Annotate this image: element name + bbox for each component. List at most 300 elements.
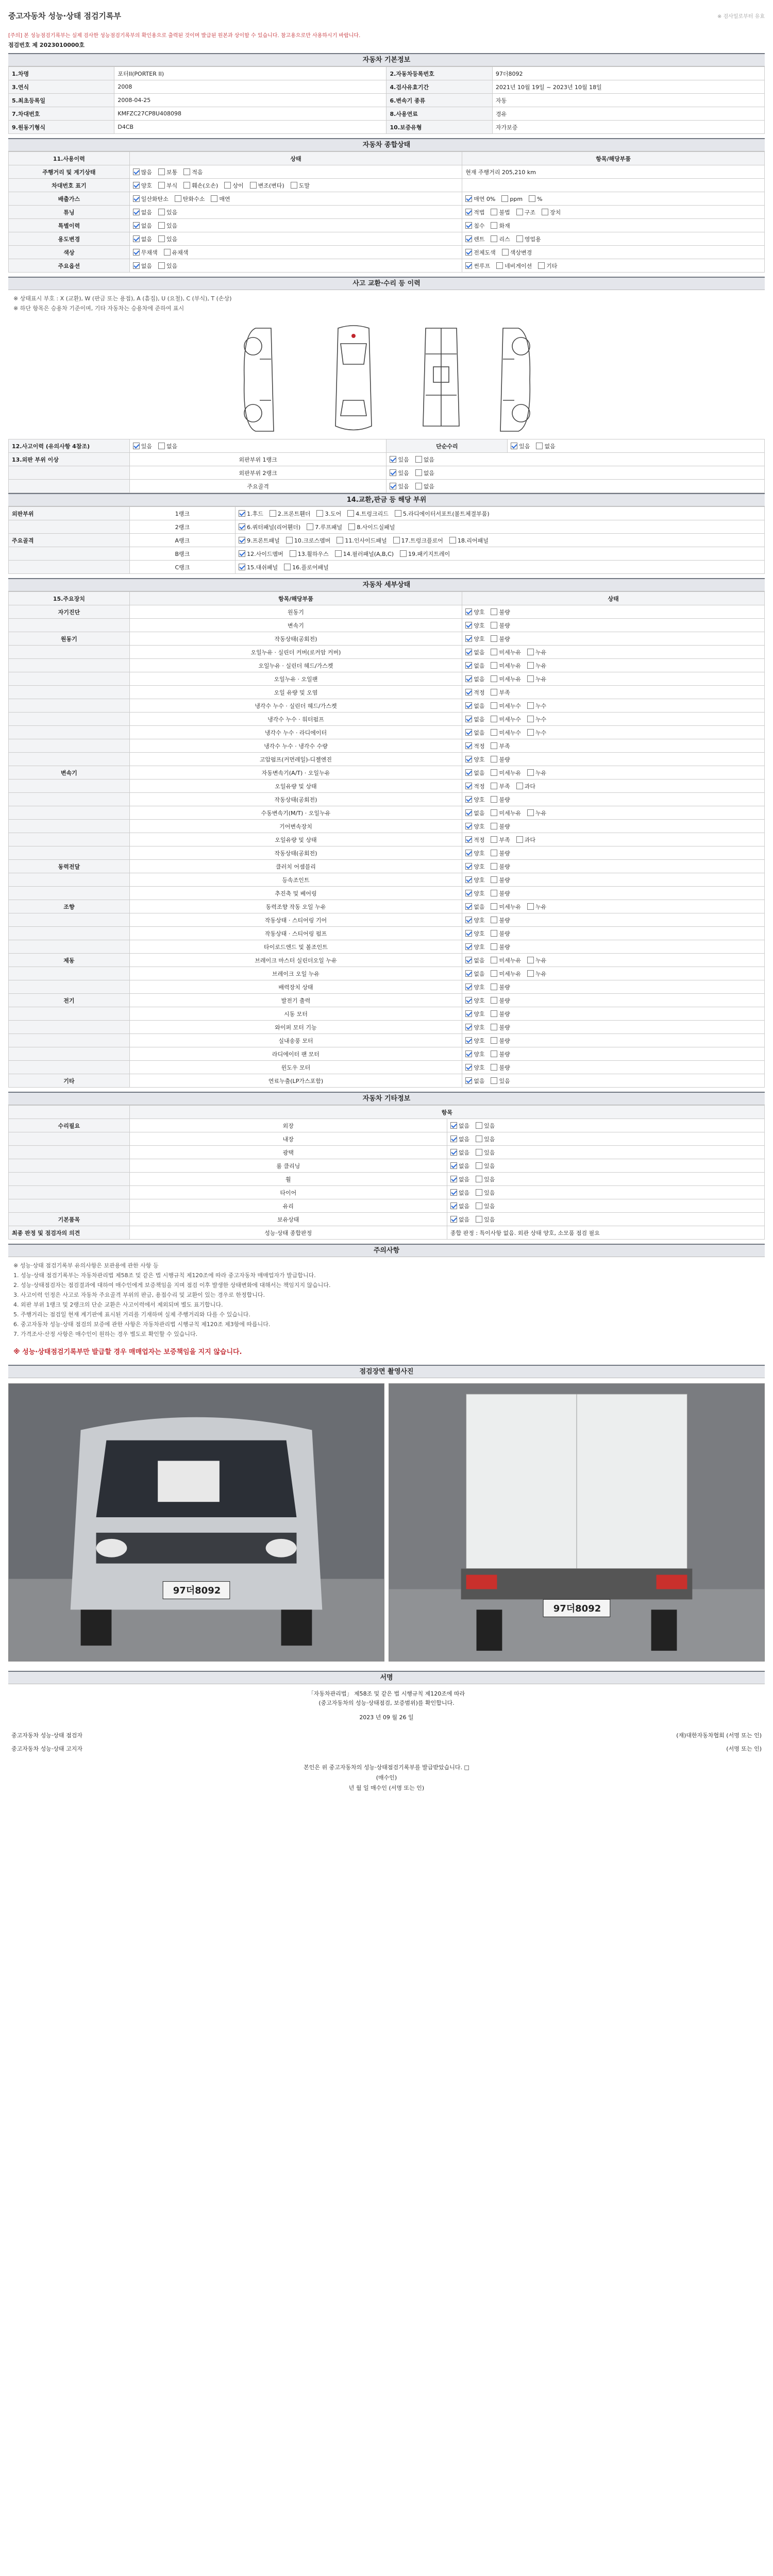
checkbox-icon[interactable]	[491, 635, 497, 642]
detail-option[interactable]	[527, 662, 546, 670]
detail-option[interactable]	[496, 262, 532, 270]
checkbox-icon[interactable]	[465, 809, 472, 816]
checkbox-icon[interactable]	[491, 235, 497, 242]
checkbox-icon[interactable]	[527, 702, 534, 709]
status-option[interactable]	[133, 222, 152, 230]
status-option[interactable]	[133, 168, 152, 176]
checkbox-icon[interactable]	[465, 876, 472, 883]
checkbox-icon[interactable]	[465, 957, 472, 963]
checkbox-icon[interactable]	[465, 836, 472, 843]
detail-option[interactable]	[491, 809, 521, 817]
detail-option[interactable]	[491, 702, 521, 710]
detail-option[interactable]	[465, 1063, 484, 1072]
checkbox-icon[interactable]	[527, 662, 534, 669]
checkbox-icon[interactable]	[450, 1202, 457, 1209]
checkbox-icon[interactable]	[465, 249, 472, 256]
panel-option[interactable]	[390, 482, 409, 490]
detail-option[interactable]	[465, 1037, 484, 1045]
checkbox-icon[interactable]	[450, 1189, 457, 1196]
checkbox-icon[interactable]	[449, 537, 456, 544]
checkbox-icon[interactable]	[465, 783, 472, 789]
checkbox-icon[interactable]	[133, 168, 140, 175]
status-option[interactable]	[164, 248, 189, 257]
checkbox-icon[interactable]	[133, 443, 140, 449]
checkbox-icon[interactable]	[465, 984, 472, 990]
checkbox-icon[interactable]	[536, 443, 543, 449]
checkbox-icon[interactable]	[465, 689, 472, 696]
detail-option[interactable]	[465, 635, 484, 643]
detail-option[interactable]	[465, 889, 484, 897]
detail-option[interactable]	[491, 742, 510, 750]
checkbox-icon[interactable]	[335, 550, 342, 557]
checkbox-icon[interactable]	[465, 863, 472, 870]
detail-option[interactable]	[491, 769, 521, 777]
checkbox-icon[interactable]	[158, 168, 165, 175]
checkbox-icon[interactable]	[465, 222, 472, 229]
checkbox-icon[interactable]	[491, 783, 497, 789]
detail-option[interactable]	[491, 1037, 510, 1045]
checkbox-icon[interactable]	[239, 523, 245, 530]
detail-option[interactable]	[516, 782, 535, 790]
status-option[interactable]	[158, 222, 177, 230]
status-option[interactable]	[133, 248, 158, 257]
detail-option[interactable]	[527, 648, 546, 656]
checkbox-icon[interactable]	[465, 850, 472, 856]
detail-option[interactable]	[465, 1050, 484, 1058]
detail-option[interactable]	[465, 956, 484, 964]
detail-option[interactable]	[516, 208, 535, 216]
checkbox-icon[interactable]	[395, 510, 401, 517]
detail-option[interactable]	[465, 688, 484, 697]
part-option[interactable]	[239, 536, 280, 545]
status-option[interactable]	[158, 235, 177, 243]
checkbox-icon[interactable]	[527, 729, 534, 736]
part-option[interactable]	[316, 510, 341, 518]
checkbox-icon[interactable]	[527, 903, 534, 910]
detail-option[interactable]	[491, 1023, 510, 1031]
status-option[interactable]	[133, 235, 152, 243]
detail-option[interactable]	[527, 702, 546, 710]
checkbox-icon[interactable]	[491, 903, 497, 910]
other-option[interactable]	[450, 1175, 469, 1183]
checkbox-icon[interactable]	[347, 510, 354, 517]
detail-option[interactable]	[465, 996, 484, 1005]
detail-option[interactable]	[527, 728, 546, 737]
detail-option[interactable]	[491, 889, 510, 897]
checkbox-icon[interactable]	[158, 182, 165, 189]
detail-option[interactable]	[491, 822, 510, 831]
checkbox-icon[interactable]	[465, 622, 472, 629]
status-option[interactable]	[133, 208, 152, 216]
detail-option[interactable]	[465, 608, 484, 616]
detail-option[interactable]	[538, 262, 557, 270]
detail-option[interactable]	[465, 675, 484, 683]
part-option[interactable]	[393, 536, 443, 545]
detail-option[interactable]	[491, 675, 521, 683]
checkbox-icon[interactable]	[516, 209, 523, 215]
checkbox-icon[interactable]	[491, 850, 497, 856]
checkbox-icon[interactable]	[465, 917, 472, 923]
checkbox-icon[interactable]	[465, 702, 472, 709]
status-option[interactable]	[133, 262, 152, 270]
detail-option[interactable]	[465, 262, 490, 270]
checkbox-icon[interactable]	[538, 262, 545, 269]
checkbox-icon[interactable]	[516, 783, 523, 789]
checkbox-icon[interactable]	[542, 209, 548, 215]
checkbox-icon[interactable]	[496, 262, 503, 269]
checkbox-icon[interactable]	[491, 957, 497, 963]
detail-option[interactable]	[491, 1010, 510, 1018]
checkbox-icon[interactable]	[491, 796, 497, 803]
status-option[interactable]	[158, 181, 177, 190]
checkbox-icon[interactable]	[465, 769, 472, 776]
detail-option[interactable]	[491, 943, 510, 951]
detail-option[interactable]	[465, 849, 484, 857]
status-option[interactable]	[133, 195, 169, 203]
detail-option[interactable]	[491, 916, 510, 924]
checkbox-icon[interactable]	[465, 1024, 472, 1030]
checkbox-icon[interactable]	[465, 890, 472, 896]
checkbox-icon[interactable]	[450, 1176, 457, 1182]
accident-option[interactable]	[133, 442, 152, 450]
checkbox-icon[interactable]	[286, 537, 293, 544]
checkbox-icon[interactable]	[491, 836, 497, 843]
detail-option[interactable]	[465, 755, 484, 764]
checkbox-icon[interactable]	[239, 537, 245, 544]
part-option[interactable]	[395, 510, 490, 518]
other-option[interactable]	[476, 1215, 495, 1224]
checkbox-icon[interactable]	[491, 702, 497, 709]
part-option[interactable]	[270, 510, 311, 518]
part-option[interactable]	[239, 523, 300, 531]
detail-option[interactable]	[465, 970, 484, 978]
checkbox-icon[interactable]	[476, 1149, 482, 1156]
detail-option[interactable]	[491, 755, 510, 764]
detail-option[interactable]	[491, 795, 510, 804]
checkbox-icon[interactable]	[491, 1064, 497, 1071]
checkbox-icon[interactable]	[527, 716, 534, 722]
checkbox-icon[interactable]	[491, 756, 497, 762]
part-option[interactable]	[286, 536, 331, 545]
checkbox-icon[interactable]	[516, 235, 523, 242]
detail-option[interactable]	[491, 621, 510, 630]
checkbox-icon[interactable]	[476, 1162, 482, 1169]
checkbox-icon[interactable]	[465, 970, 472, 977]
simple-repair-option[interactable]	[536, 442, 555, 450]
detail-option[interactable]	[491, 836, 510, 844]
checkbox-icon[interactable]	[491, 675, 497, 682]
checkbox-icon[interactable]	[465, 1077, 472, 1084]
checkbox-icon[interactable]	[511, 443, 517, 449]
checkbox-icon[interactable]	[465, 729, 472, 736]
detail-option[interactable]	[491, 983, 510, 991]
checkbox-icon[interactable]	[465, 1064, 472, 1071]
checkbox-icon[interactable]	[465, 262, 472, 269]
checkbox-icon[interactable]	[465, 649, 472, 655]
detail-option[interactable]	[491, 635, 510, 643]
checkbox-icon[interactable]	[450, 1136, 457, 1142]
checkbox-icon[interactable]	[465, 1037, 472, 1044]
status-option[interactable]	[133, 181, 152, 190]
detail-option[interactable]	[491, 648, 521, 656]
detail-option[interactable]	[491, 782, 510, 790]
detail-option[interactable]	[465, 1023, 484, 1031]
other-option[interactable]	[450, 1135, 469, 1143]
checkbox-icon[interactable]	[465, 608, 472, 615]
part-option[interactable]	[239, 510, 263, 518]
checkbox-icon[interactable]	[158, 443, 165, 449]
checkbox-icon[interactable]	[491, 917, 497, 923]
checkbox-icon[interactable]	[465, 195, 472, 202]
status-option[interactable]	[211, 195, 230, 203]
checkbox-icon[interactable]	[476, 1136, 482, 1142]
panel-option[interactable]	[415, 469, 434, 477]
checkbox-icon[interactable]	[491, 1050, 497, 1057]
checkbox-icon[interactable]	[239, 550, 245, 557]
checkbox-icon[interactable]	[527, 675, 534, 682]
checkbox-icon[interactable]	[491, 742, 497, 749]
detail-option[interactable]	[529, 195, 542, 202]
checkbox-icon[interactable]	[415, 483, 422, 489]
checkbox-icon[interactable]	[465, 756, 472, 762]
checkbox-icon[interactable]	[390, 469, 396, 476]
detail-option[interactable]	[465, 702, 484, 710]
checkbox-icon[interactable]	[133, 249, 140, 256]
part-option[interactable]	[307, 523, 342, 531]
checkbox-icon[interactable]	[476, 1122, 482, 1129]
detail-option[interactable]	[465, 782, 484, 790]
detail-option[interactable]	[465, 795, 484, 804]
checkbox-icon[interactable]	[516, 836, 523, 843]
detail-option[interactable]	[527, 715, 546, 723]
checkbox-icon[interactable]	[133, 182, 140, 189]
detail-option[interactable]	[465, 662, 484, 670]
detail-option[interactable]	[491, 929, 510, 938]
other-option[interactable]	[476, 1122, 495, 1130]
checkbox-icon[interactable]	[491, 716, 497, 722]
detail-option[interactable]	[465, 876, 484, 884]
part-option[interactable]	[290, 550, 329, 558]
other-option[interactable]	[476, 1162, 495, 1170]
detail-option[interactable]	[527, 809, 546, 817]
checkbox-icon[interactable]	[290, 550, 296, 557]
status-option[interactable]	[158, 262, 177, 270]
checkbox-icon[interactable]	[476, 1176, 482, 1182]
detail-option[interactable]	[527, 903, 546, 911]
checkbox-icon[interactable]	[175, 195, 181, 202]
checkbox-icon[interactable]	[491, 930, 497, 937]
checkbox-icon[interactable]	[183, 168, 190, 175]
checkbox-icon[interactable]	[415, 456, 422, 463]
checkbox-icon[interactable]	[465, 796, 472, 803]
detail-option[interactable]	[491, 1063, 510, 1072]
checkbox-icon[interactable]	[465, 1010, 472, 1017]
checkbox-icon[interactable]	[390, 483, 396, 489]
detail-option[interactable]	[465, 728, 484, 737]
detail-option[interactable]	[491, 662, 521, 670]
checkbox-icon[interactable]	[465, 903, 472, 910]
detail-option[interactable]	[527, 675, 546, 683]
detail-option[interactable]	[491, 903, 521, 911]
checkbox-icon[interactable]	[465, 823, 472, 829]
checkbox-icon[interactable]	[476, 1202, 482, 1209]
detail-option[interactable]	[491, 222, 510, 230]
detail-option[interactable]	[491, 996, 510, 1005]
accident-option[interactable]	[158, 442, 177, 450]
checkbox-icon[interactable]	[348, 523, 355, 530]
checkbox-icon[interactable]	[527, 769, 534, 776]
panel-option[interactable]	[415, 455, 434, 464]
checkbox-icon[interactable]	[527, 957, 534, 963]
detail-option[interactable]	[516, 235, 541, 243]
checkbox-icon[interactable]	[501, 195, 508, 202]
detail-option[interactable]	[491, 849, 510, 857]
checkbox-icon[interactable]	[491, 1010, 497, 1017]
status-option[interactable]	[175, 195, 205, 203]
checkbox-icon[interactable]	[393, 537, 400, 544]
other-option[interactable]	[450, 1162, 469, 1170]
checkbox-icon[interactable]	[491, 209, 497, 215]
checkbox-icon[interactable]	[491, 984, 497, 990]
checkbox-icon[interactable]	[450, 1122, 457, 1129]
checkbox-icon[interactable]	[415, 469, 422, 476]
detail-option[interactable]	[542, 208, 561, 216]
checkbox-icon[interactable]	[250, 182, 257, 189]
detail-option[interactable]	[465, 222, 484, 230]
detail-option[interactable]	[491, 862, 510, 871]
checkbox-icon[interactable]	[491, 608, 497, 615]
checkbox-icon[interactable]	[133, 262, 140, 269]
status-option[interactable]	[291, 181, 310, 190]
detail-option[interactable]	[465, 248, 496, 257]
checkbox-icon[interactable]	[491, 970, 497, 977]
detail-option[interactable]	[465, 715, 484, 723]
checkbox-icon[interactable]	[465, 997, 472, 1004]
other-option[interactable]	[450, 1215, 469, 1224]
checkbox-icon[interactable]	[291, 182, 297, 189]
other-option[interactable]	[450, 1202, 469, 1210]
part-option[interactable]	[239, 550, 283, 558]
detail-option[interactable]	[491, 715, 521, 723]
checkbox-icon[interactable]	[491, 222, 497, 229]
detail-option[interactable]	[465, 648, 484, 656]
detail-option[interactable]	[465, 983, 484, 991]
checkbox-icon[interactable]	[183, 182, 190, 189]
panel-option[interactable]	[390, 469, 409, 477]
status-option[interactable]	[250, 181, 284, 190]
checkbox-icon[interactable]	[133, 195, 140, 202]
simple-repair-option[interactable]	[511, 442, 530, 450]
detail-option[interactable]	[465, 943, 484, 951]
other-option[interactable]	[476, 1148, 495, 1157]
checkbox-icon[interactable]	[465, 662, 472, 669]
checkbox-icon[interactable]	[527, 809, 534, 816]
checkbox-icon[interactable]	[465, 716, 472, 722]
checkbox-icon[interactable]	[211, 195, 217, 202]
status-option[interactable]	[224, 181, 243, 190]
checkbox-icon[interactable]	[465, 1050, 472, 1057]
checkbox-icon[interactable]	[527, 970, 534, 977]
detail-option[interactable]	[465, 809, 484, 817]
status-option[interactable]	[158, 208, 177, 216]
checkbox-icon[interactable]	[270, 510, 276, 517]
checkbox-icon[interactable]	[133, 222, 140, 229]
part-option[interactable]	[335, 550, 394, 558]
part-option[interactable]	[449, 536, 489, 545]
status-option[interactable]	[183, 168, 203, 176]
detail-option[interactable]	[465, 742, 484, 750]
checkbox-icon[interactable]	[390, 456, 396, 463]
other-option[interactable]	[450, 1122, 469, 1130]
status-option[interactable]	[183, 181, 218, 190]
detail-option[interactable]	[527, 769, 546, 777]
detail-option[interactable]	[491, 235, 510, 243]
checkbox-icon[interactable]	[491, 769, 497, 776]
other-option[interactable]	[476, 1135, 495, 1143]
detail-option[interactable]	[465, 862, 484, 871]
detail-option[interactable]	[502, 248, 532, 257]
checkbox-icon[interactable]	[158, 262, 165, 269]
part-option[interactable]	[337, 536, 386, 545]
checkbox-icon[interactable]	[491, 662, 497, 669]
checkbox-icon[interactable]	[502, 249, 509, 256]
checkbox-icon[interactable]	[465, 943, 472, 950]
checkbox-icon[interactable]	[491, 809, 497, 816]
part-option[interactable]	[347, 510, 389, 518]
other-option[interactable]	[450, 1189, 469, 1197]
detail-option[interactable]	[465, 916, 484, 924]
checkbox-icon[interactable]	[491, 997, 497, 1004]
checkbox-icon[interactable]	[450, 1149, 457, 1156]
detail-option[interactable]	[465, 822, 484, 831]
checkbox-icon[interactable]	[491, 823, 497, 829]
checkbox-icon[interactable]	[476, 1216, 482, 1223]
checkbox-icon[interactable]	[239, 510, 245, 517]
detail-option[interactable]	[465, 1010, 484, 1018]
detail-option[interactable]	[516, 836, 535, 844]
checkbox-icon[interactable]	[465, 742, 472, 749]
detail-option[interactable]	[465, 195, 495, 203]
detail-option[interactable]	[465, 929, 484, 938]
checkbox-icon[interactable]	[465, 635, 472, 642]
other-option[interactable]	[476, 1175, 495, 1183]
part-option[interactable]	[400, 550, 450, 558]
checkbox-icon[interactable]	[491, 1024, 497, 1030]
detail-option[interactable]	[465, 836, 484, 844]
checkbox-icon[interactable]	[529, 195, 535, 202]
status-option[interactable]	[158, 168, 177, 176]
detail-option[interactable]	[491, 970, 521, 978]
checkbox-icon[interactable]	[158, 235, 165, 242]
panel-option[interactable]	[415, 482, 434, 490]
detail-option[interactable]	[527, 970, 546, 978]
detail-option[interactable]	[491, 688, 510, 697]
detail-option[interactable]	[491, 956, 521, 964]
detail-option[interactable]	[491, 876, 510, 884]
checkbox-icon[interactable]	[465, 675, 472, 682]
checkbox-icon[interactable]	[465, 930, 472, 937]
checkbox-icon[interactable]	[164, 249, 171, 256]
detail-option[interactable]	[491, 608, 510, 616]
checkbox-icon[interactable]	[491, 649, 497, 655]
checkbox-icon[interactable]	[239, 564, 245, 570]
checkbox-icon[interactable]	[224, 182, 231, 189]
detail-option[interactable]	[491, 728, 521, 737]
checkbox-icon[interactable]	[491, 1077, 497, 1084]
checkbox-icon[interactable]	[491, 863, 497, 870]
part-option[interactable]	[348, 523, 395, 531]
checkbox-icon[interactable]	[465, 235, 472, 242]
